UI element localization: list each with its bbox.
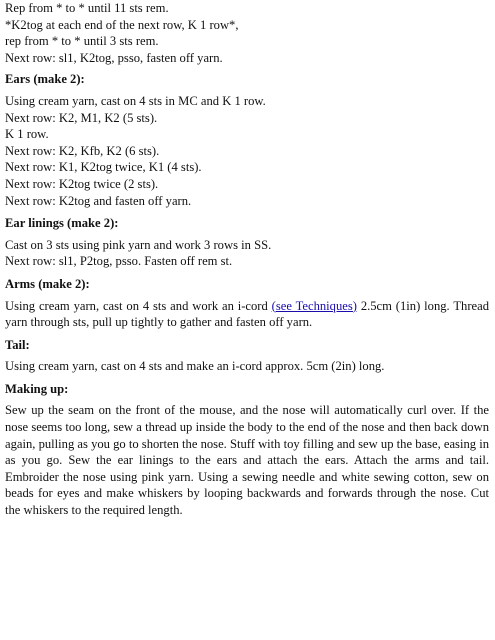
instruction-line: Next row: K2tog twice (2 sts). xyxy=(5,176,159,191)
instruction-line: Next row: sl1, P2tog, psso. Fasten off rem st. xyxy=(5,254,233,269)
tail-instructions: Using cream yarn, cast on 4 sts and make an i-cord approx. 5cm (2in) long. xyxy=(5,359,385,374)
making-up-section xyxy=(5,381,489,519)
instruction-line: Next row: sl1, K2tog, psso, fasten off yarn. xyxy=(5,50,223,65)
intro-section xyxy=(5,0,489,66)
instruction-line: Next row: K2, Kfb, K2 (6 sts). xyxy=(5,143,160,158)
arms-text-before: Using cream yarn, cast on 4 sts and work an i-cord xyxy=(5,298,272,313)
tail-heading: Tail: xyxy=(5,337,30,352)
arms-instructions xyxy=(5,298,489,331)
instruction-line: rep from * to * until 3 sts rem. xyxy=(5,34,159,49)
arms-text-after: 2.5cm (1in) long. Thread yarn through sts, pull up tightly to gather and fasten off yarn. xyxy=(5,298,489,330)
instruction-line: *K2tog at each end of the next row, K 1 row*, xyxy=(5,17,239,32)
tail-section xyxy=(5,337,489,375)
ear-linings-heading: Ear linings (make 2): xyxy=(5,216,119,231)
instruction-line: Next row: K2, M1, K2 (5 sts). xyxy=(5,110,158,125)
ear-linings-section xyxy=(5,215,489,270)
techniques-link[interactable]: (see Techniques) xyxy=(271,298,357,313)
ears-section xyxy=(5,71,489,209)
instruction-line: Cast on 3 sts using pink yarn and work 3 rows in SS. xyxy=(5,237,272,252)
making-up-heading: Making up: xyxy=(5,381,69,396)
making-up-instructions: Sew up the seam on the front of the mouse, and the nose will automatically curl over. If the nose seems too long, sew a thread up inside the body to the end of the nose and then back down again, pulling as you go to shorten the nose. Stuff with toy filling and sew up the base, easing in as you go. Sew the ear linings to the ears and attach the ears. Attach the arms and tail. Embroider the nose using pink yarn. Using a sewing needle and white sewing cotton, sew on beads for eyes and make whiskers by looping backwards and forwards through the nose. Cut the whiskers to the required length. xyxy=(5,403,489,518)
ears-heading: Ears (make 2): xyxy=(5,72,85,87)
instruction-line: Next row: K2tog and fasten off yarn. xyxy=(5,193,192,208)
instruction-line: Using cream yarn, cast on 4 sts in MC and K 1 row. xyxy=(5,93,266,108)
instruction-line: Rep from * to * until 11 sts rem. xyxy=(5,1,169,15)
arms-section xyxy=(5,276,489,331)
instruction-line: Next row: K1, K2tog twice, K1 (4 sts). xyxy=(5,160,202,175)
document-page xyxy=(5,0,489,519)
arms-heading: Arms (make 2): xyxy=(5,276,90,291)
instruction-line: K 1 row. xyxy=(5,127,49,142)
